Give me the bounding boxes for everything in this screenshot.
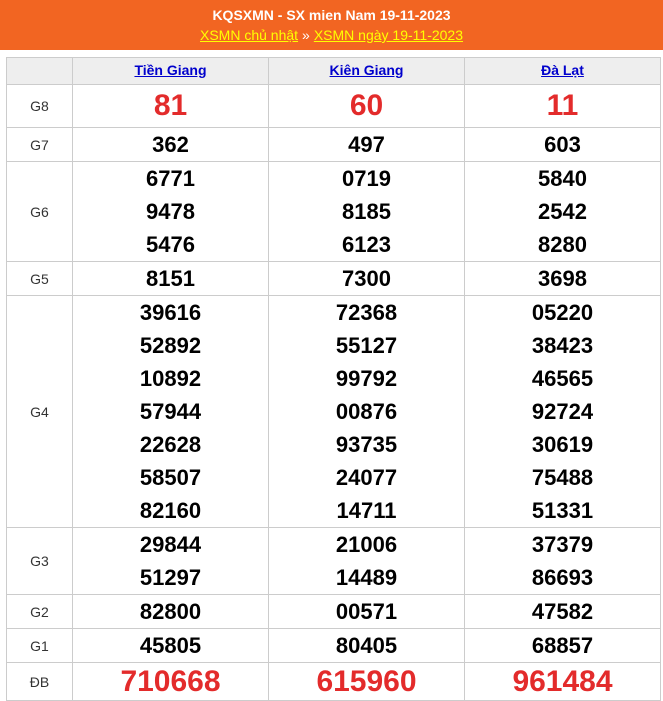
prize-row-g7 <box>7 128 661 162</box>
prize-label: G6 <box>7 162 73 262</box>
result-number: 6771 <box>146 166 195 191</box>
result-number: 11 <box>546 89 579 122</box>
result-number: 57944 <box>139 399 202 424</box>
xsmn-date-link[interactable]: XSMN ngày 19-11-2023 <box>313 27 464 43</box>
province-header <box>465 58 661 85</box>
prize-row-db <box>7 663 661 701</box>
result-cell <box>73 663 269 701</box>
results-body <box>7 85 661 701</box>
result-number: 82800 <box>139 599 202 624</box>
prize-row-g2 <box>7 595 661 629</box>
result-number: 10892 <box>139 366 202 391</box>
prize-row-g8 <box>7 85 661 128</box>
result-cell <box>269 128 465 162</box>
result-number: 00876 <box>335 399 398 424</box>
result-cell <box>269 162 465 262</box>
result-number: 615960 <box>316 665 417 698</box>
result-number: 497 <box>348 132 385 157</box>
result-number: 5476 <box>146 232 195 257</box>
breadcrumb-separator: » <box>302 27 310 43</box>
xsmn-day-link[interactable]: XSMN chủ nhật <box>199 27 299 43</box>
result-number: 46565 <box>531 366 594 391</box>
result-number: 710668 <box>120 665 221 698</box>
prize-label: G2 <box>7 595 73 629</box>
result-cell <box>465 595 661 629</box>
result-number: 22628 <box>139 432 202 457</box>
result-number: 5840 <box>538 166 587 191</box>
prize-row-g6 <box>7 162 661 262</box>
result-number: 51331 <box>531 498 594 523</box>
province-header <box>73 58 269 85</box>
result-number: 60 <box>349 89 384 122</box>
result-number: 39616 <box>139 300 202 325</box>
results-header <box>0 0 663 50</box>
prize-row-g1 <box>7 629 661 663</box>
result-number: 29844 <box>139 532 202 557</box>
result-cell <box>465 162 661 262</box>
result-number: 86693 <box>531 565 594 590</box>
results-table <box>6 57 661 701</box>
result-number: 45805 <box>139 633 202 658</box>
result-number: 55127 <box>335 333 398 358</box>
result-cell <box>269 85 465 128</box>
result-cell <box>269 595 465 629</box>
result-number: 80405 <box>335 633 398 658</box>
result-cell <box>465 262 661 296</box>
result-number: 82160 <box>139 498 202 523</box>
result-number: 603 <box>544 132 581 157</box>
prize-row-g4 <box>7 296 661 528</box>
result-number: 52892 <box>139 333 202 358</box>
result-cell <box>465 629 661 663</box>
province-header-row <box>7 58 661 85</box>
result-number: 38423 <box>531 333 594 358</box>
province-header <box>269 58 465 85</box>
result-number: 14489 <box>335 565 398 590</box>
result-number: 7300 <box>342 266 391 291</box>
result-cell <box>465 85 661 128</box>
result-number: 6123 <box>342 232 391 257</box>
result-cell <box>465 128 661 162</box>
province-link-kien-giang[interactable]: Kiên Giang <box>329 62 404 78</box>
prize-label: G7 <box>7 128 73 162</box>
prize-label: G4 <box>7 296 73 528</box>
result-cell <box>73 528 269 595</box>
result-number: 362 <box>152 132 189 157</box>
result-number: 30619 <box>531 432 594 457</box>
result-cell <box>73 629 269 663</box>
result-cell <box>73 85 269 128</box>
result-number: 8185 <box>342 199 391 224</box>
result-cell <box>465 528 661 595</box>
result-number: 47582 <box>531 599 594 624</box>
prize-label: ĐB <box>7 663 73 701</box>
result-number: 81 <box>153 89 188 122</box>
result-number: 8280 <box>538 232 587 257</box>
prize-label: G3 <box>7 528 73 595</box>
result-number: 51297 <box>139 565 202 590</box>
result-number: 37379 <box>531 532 594 557</box>
prize-label: G5 <box>7 262 73 296</box>
result-cell <box>73 128 269 162</box>
province-link-tien-giang[interactable]: Tiền Giang <box>134 62 207 78</box>
result-number: 99792 <box>335 366 398 391</box>
result-number: 8151 <box>146 266 195 291</box>
result-number: 00571 <box>335 599 398 624</box>
page-title: KQSXMN - SX mien Nam 19-11-2023 <box>212 7 451 23</box>
result-number: 2542 <box>538 199 587 224</box>
result-cell <box>73 595 269 629</box>
result-number: 14711 <box>336 498 397 523</box>
prize-row-g5 <box>7 262 661 296</box>
prize-label: G1 <box>7 629 73 663</box>
result-number: 24077 <box>335 465 398 490</box>
result-cell <box>73 162 269 262</box>
result-number: 93735 <box>335 432 398 457</box>
result-number: 9478 <box>146 199 195 224</box>
result-cell <box>269 296 465 528</box>
result-number: 0719 <box>342 166 391 191</box>
result-cell <box>269 262 465 296</box>
prize-label: G8 <box>7 85 73 128</box>
result-number: 05220 <box>531 300 594 325</box>
result-cell <box>269 528 465 595</box>
result-cell <box>73 262 269 296</box>
result-number: 68857 <box>531 633 594 658</box>
result-cell <box>73 296 269 528</box>
result-cell <box>269 629 465 663</box>
province-link-da-lat[interactable]: Đà Lạt <box>541 62 584 78</box>
result-cell <box>269 663 465 701</box>
result-number: 21006 <box>335 532 398 557</box>
result-number: 3698 <box>538 266 587 291</box>
prize-row-g3 <box>7 528 661 595</box>
breadcrumb <box>0 22 663 42</box>
result-cell <box>465 663 661 701</box>
result-number: 72368 <box>335 300 398 325</box>
corner-cell <box>7 58 73 85</box>
result-cell <box>465 296 661 528</box>
result-number: 961484 <box>512 665 613 698</box>
result-number: 75488 <box>531 465 594 490</box>
result-number: 58507 <box>139 465 202 490</box>
result-number: 92724 <box>531 399 594 424</box>
